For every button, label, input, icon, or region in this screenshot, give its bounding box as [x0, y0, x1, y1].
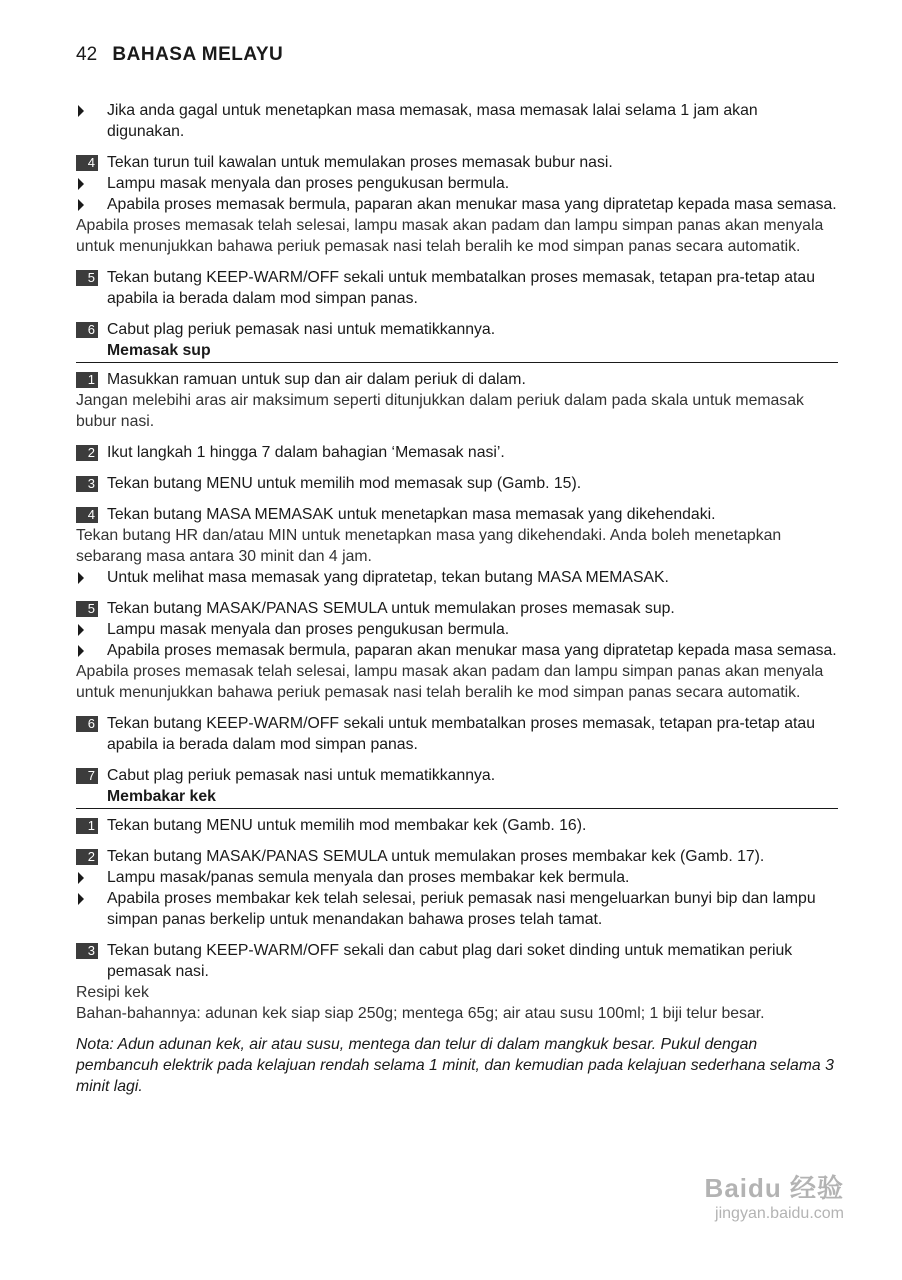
step-number-badge: 6 — [76, 322, 98, 338]
step-text: Tekan butang KEEP-WARM/OFF sekali untuk membatalkan proses memasak, tetapan pra-tetap atau apabila ia berada dalam mod simpan panas. — [107, 715, 815, 753]
body-text: Bahan-bahannya: adunan kek siap siap 250g; mentega 65g; air atau susu 100ml; 1 biji telur besar. — [76, 1005, 765, 1022]
body-text: Resipi kek — [76, 984, 149, 1001]
step-text: Masukkan ramuan untuk sup dan air dalam periuk di dalam. — [107, 371, 526, 388]
spacer — [76, 703, 838, 713]
watermark — [705, 1168, 844, 1223]
page-number: 42 — [76, 44, 98, 65]
bullet-arrow-icon — [78, 199, 84, 211]
bullet-text: Apabila proses memasak bermula, paparan akan menukar masa yang dipratetap kepada masa semasa. — [107, 196, 837, 213]
spacer — [76, 836, 838, 846]
bullet-item — [76, 567, 838, 588]
watermark-url: jingyan.baidu.com — [715, 1205, 844, 1222]
step-item — [76, 940, 838, 982]
body-text: Apabila proses memasak telah selesai, lampu masak akan padam dan lampu simpan panas akan menyala untuk menunjukkan bahawa periuk pemasak nasi telah beralih ke mod simpan panas secara automatik. — [76, 663, 824, 701]
bullet-item — [76, 888, 838, 930]
spacer — [76, 309, 838, 319]
body-text: Tekan butang HR dan/atau MIN untuk menetapkan masa yang dikehendaki. Anda boleh menetapkan sebarang masa antara 30 minit dan 4 jam. — [76, 527, 782, 565]
bullet-item — [76, 640, 838, 661]
step-number-badge: 3 — [76, 476, 98, 492]
bullet-arrow-icon — [78, 872, 84, 884]
section-heading: Memasak sup — [76, 340, 838, 363]
step-number-badge: 2 — [76, 445, 98, 461]
step-text: Tekan butang MENU untuk memilih mod memasak sup (Gamb. 15). — [107, 475, 582, 492]
step-number-badge: 1 — [76, 372, 98, 388]
step-text: Tekan turun tuil kawalan untuk memulakan proses memasak bubur nasi. — [107, 154, 613, 171]
step-item — [76, 442, 838, 463]
spacer — [76, 142, 838, 152]
step-item — [76, 152, 838, 173]
step-number-badge: 5 — [76, 270, 98, 286]
body-text: Jangan melebihi aras air maksimum seperti ditunjukkan dalam periuk dalam pada skala untuk memasak bubur nasi. — [76, 392, 804, 430]
step-text: Tekan butang MASA MEMASAK untuk menetapkan masa memasak yang dikehendaki. — [107, 506, 716, 523]
step-item — [76, 765, 838, 786]
bullet-arrow-icon — [78, 105, 84, 117]
bullet-item — [76, 867, 838, 888]
bullet-item — [76, 619, 838, 640]
spacer — [76, 257, 838, 267]
step-item — [76, 504, 838, 525]
bullet-text: Lampu masak menyala dan proses pengukusan bermula. — [107, 621, 510, 638]
step-text: Tekan butang KEEP-WARM/OFF sekali dan cabut plag dari soket dinding untuk mematikan periuk pemasak nasi. — [107, 942, 793, 980]
step-number-badge: 3 — [76, 943, 98, 959]
bullet-arrow-icon — [78, 893, 84, 905]
step-number-badge: 7 — [76, 768, 98, 784]
step-item — [76, 267, 838, 309]
bullet-text: Apabila proses membakar kek telah selesai, periuk pemasak nasi mengeluarkan bunyi bip dan lampu simpan panas berkelip untuk menandakan bahawa proses telah tamat. — [107, 890, 816, 928]
body-text: Apabila proses memasak telah selesai, lampu masak akan padam dan lampu simpan panas akan menyala untuk menunjukkan bahawa periuk pemasak nasi telah beralih ke mod simpan panas secara automatik. — [76, 217, 824, 255]
page-title: BAHASA MELAYU — [112, 44, 284, 65]
step-text: Ikut langkah 1 hingga 7 dalam bahagian ‘Memasak nasi’. — [107, 444, 505, 461]
step-number-badge: 6 — [76, 716, 98, 732]
step-item — [76, 369, 838, 390]
step-number-badge: 1 — [76, 818, 98, 834]
bullet-text: Apabila proses memasak bermula, paparan akan menukar masa yang dipratetap kepada masa semasa. — [107, 642, 837, 659]
step-item — [76, 319, 838, 340]
watermark-brand: Baidu 经验 — [704, 1173, 844, 1203]
step-number-badge: 4 — [76, 507, 98, 523]
section-heading: Membakar kek — [76, 786, 838, 809]
spacer — [76, 494, 838, 504]
bullet-item — [76, 173, 838, 194]
spacer — [76, 588, 838, 598]
bullet-arrow-icon — [78, 572, 84, 584]
bullet-text: Untuk melihat masa memasak yang dipratetap, tekan butang MASA MEMASAK. — [107, 569, 669, 586]
step-item — [76, 473, 838, 494]
bullet-arrow-icon — [78, 624, 84, 636]
spacer — [76, 463, 838, 473]
step-number-badge: 5 — [76, 601, 98, 617]
note-text: Nota: Adun adunan kek, air atau susu, mentega dan telur di dalam mangkuk besar. Pukul dengan pembancuh elektrik pada kelajuan rendah selama 1 minit, dan kemudian pada kelajuan sederhana selama 3 minit lagi. — [76, 1036, 834, 1095]
bullet-item — [76, 194, 838, 215]
step-number-badge: 4 — [76, 155, 98, 171]
bullet-arrow-icon — [78, 645, 84, 657]
step-text: Tekan butang MASAK/PANAS SEMULA untuk memulakan proses membakar kek (Gamb. 17). — [107, 848, 765, 865]
step-item — [76, 815, 838, 836]
page-header — [76, 44, 283, 66]
step-text: Tekan butang KEEP-WARM/OFF sekali untuk membatalkan proses memasak, tetapan pra-tetap atau apabila ia berada dalam mod simpan panas. — [107, 269, 815, 307]
bullet-arrow-icon — [78, 178, 84, 190]
bullet-text: Jika anda gagal untuk menetapkan masa memasak, masa memasak lalai selama 1 jam akan digunakan. — [107, 102, 758, 140]
step-item — [76, 713, 838, 755]
page-content — [76, 100, 838, 1097]
bullet-item — [76, 100, 838, 142]
bullet-text: Lampu masak menyala dan proses pengukusan bermula. — [107, 175, 510, 192]
spacer — [76, 930, 838, 940]
step-item — [76, 846, 838, 867]
step-number-badge: 2 — [76, 849, 98, 865]
step-text: Cabut plag periuk pemasak nasi untuk mematikkannya. — [107, 767, 496, 784]
spacer — [76, 755, 838, 765]
spacer — [76, 1024, 838, 1034]
step-text: Cabut plag periuk pemasak nasi untuk mematikkannya. — [107, 321, 496, 338]
bullet-text: Lampu masak/panas semula menyala dan proses membakar kek bermula. — [107, 869, 630, 886]
spacer — [76, 432, 838, 442]
step-text: Tekan butang MASAK/PANAS SEMULA untuk memulakan proses memasak sup. — [107, 600, 675, 617]
step-item — [76, 598, 838, 619]
step-text: Tekan butang MENU untuk memilih mod membakar kek (Gamb. 16). — [107, 817, 587, 834]
